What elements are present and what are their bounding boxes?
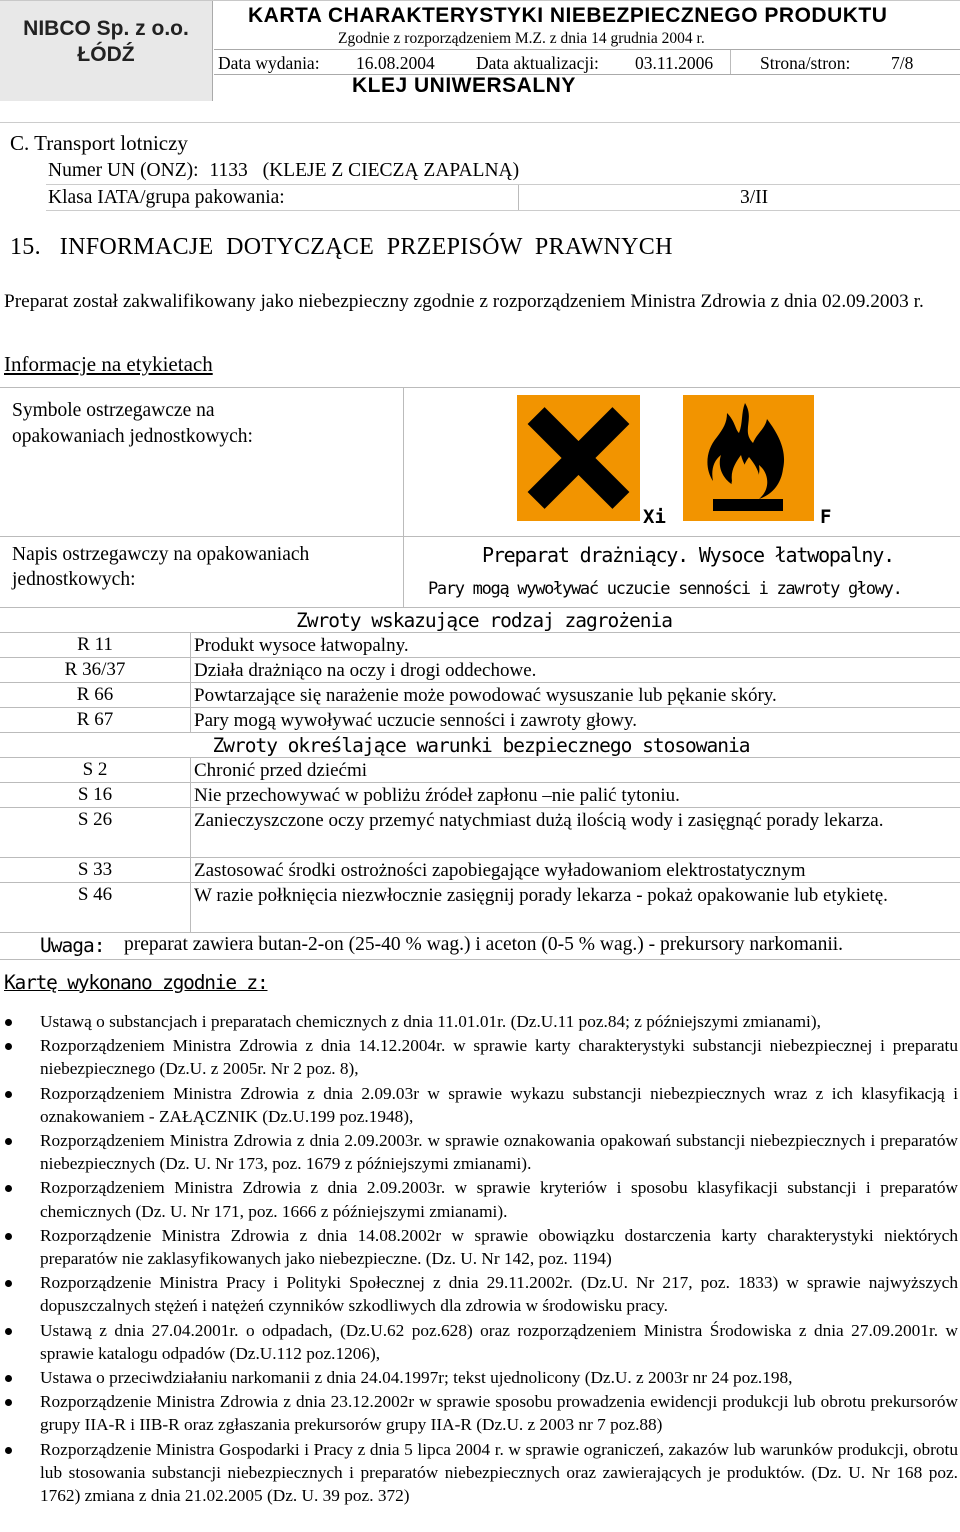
legal-basis-text: Ustawą z dnia 27.04.2001r. o odpadach, (Dz.U.62 poz.628) oraz rozporządzeniem Ministra Środowiska z dnia 27.09.2001r. w sprawie katalogu odpadów (Dz.U.112 poz.1206), xyxy=(40,1320,958,1363)
r-phrase-code: R 66 xyxy=(76,684,114,705)
legal-basis-item xyxy=(0,1366,960,1389)
bullet-icon xyxy=(5,1185,12,1192)
s-phrase-row xyxy=(0,782,960,808)
r-phrase-row xyxy=(0,682,960,708)
legal-basis-item xyxy=(0,1010,960,1033)
document-header xyxy=(0,0,960,101)
f-symbol-label: F xyxy=(820,506,832,528)
un-number-row xyxy=(48,160,519,182)
un-value: 1133 xyxy=(209,160,248,181)
un-label: Numer UN (ONZ): xyxy=(48,160,199,181)
s-phrase-text: Zanieczyszczone oczy przemyć natychmiast dużą ilością wody i zasięgnąć porady lekarza. xyxy=(194,810,884,831)
r-heading-row xyxy=(0,607,960,633)
bullet-icon xyxy=(5,1091,12,1098)
page-label: Strona/stron: xyxy=(760,53,851,73)
product-name: KLEJ UNIWERSALNY xyxy=(352,74,576,97)
legal-basis-text: Rozporządzenie Ministra Zdrowia z dnia 23.12.2002r w sprawie sposobu prowadzenia ewidencji produkcji lub obrotu prekursorów grupy IIA-R i IIB-R oraz zgłaszania prekursorów grupy IIA-R (Dz.U. z 2003 nr 7 poz.88) xyxy=(40,1392,958,1435)
page-number: 7/8 xyxy=(891,53,914,73)
s-phrase-text: W razie połknięcia niezwłocznie zasięgnij porady lekarza - pokaż opakowanie lub etykietę. xyxy=(194,885,888,906)
r-phrase-code: R 36/37 xyxy=(64,659,126,680)
legal-basis-item xyxy=(0,1176,960,1222)
warning-box xyxy=(0,535,960,607)
warning-label: Napis ostrzegawczy na opakowaniach jednostkowych: xyxy=(12,544,310,590)
symbols-box xyxy=(0,387,960,537)
s-phrase-code: S 33 xyxy=(77,859,113,880)
labels-heading: Informacje na etykietach xyxy=(4,352,213,376)
s-heading: Zwroty określające warunki bezpiecznego stosowania xyxy=(212,734,750,757)
legal-basis-item xyxy=(0,1082,960,1128)
legal-basis-item xyxy=(0,1034,960,1080)
note-row xyxy=(0,932,960,960)
r-phrase-text: Produkt wysoce łatwopalny. xyxy=(194,635,409,656)
r-phrase-row xyxy=(0,657,960,683)
legal-basis-list xyxy=(0,1010,960,1508)
document-title: KARTA CHARAKTERYSTYKI NIEBEZPIECZNEGO PRODUKTU xyxy=(248,4,888,27)
company-box xyxy=(0,1,213,101)
legal-basis-item xyxy=(0,1438,960,1508)
bullet-icon xyxy=(5,1375,12,1382)
bullet-icon xyxy=(5,1447,12,1454)
s-heading-row xyxy=(0,732,960,758)
s-phrase-code: S 26 xyxy=(77,809,113,830)
legal-basis-text: Rozporządzenie Ministra Gospodarki i Pracy z dnia 5 lipca 2004 r. w sprawie ograniczeń, zakazów lub warunków produkcji, obrotu lub stosowania substancji niebezpiecznych i preparatów niebezpiecznych oraz zawierających je produktów. (Dz. U. Nr 168 poz. 1762) zmiana z dnia 21.02.2005 (Dz. U. 39 poz. 372) xyxy=(40,1439,958,1506)
bullet-icon xyxy=(5,1138,12,1145)
r-phrase-code: R 67 xyxy=(76,709,114,730)
r-phrase-code: R 11 xyxy=(77,634,113,655)
warning-line-1: Preparat drażniący. Wysoce łatwopalny. xyxy=(482,543,894,567)
note-text: preparat zawiera butan-2-on (25-40 % wag.) i aceton (0-5 % wag.) - prekursory narkomanii. xyxy=(124,934,844,955)
r-phrase-text: Pary mogą wywoływać uczucie senności i zawroty głowy. xyxy=(194,710,638,731)
company-name: NIBCO Sp. z o.o. xyxy=(23,17,189,40)
un-name: (KLEJE Z CIECZĄ ZAPALNĄ) xyxy=(262,160,520,181)
bullet-icon xyxy=(5,1233,12,1240)
s-phrase-row xyxy=(0,757,960,783)
legal-basis-item xyxy=(0,1319,960,1365)
r-phrase-text: Działa drażniąco na oczy i drogi oddechowe. xyxy=(194,660,537,681)
iata-class-row xyxy=(46,184,960,211)
basis-heading: Kartę wykonano zgodnie z: xyxy=(4,971,268,994)
legal-basis-text: Ustawą o substancjach i preparatach chemicznych z dnia 11.01.01r. (Dz.U.11 poz.84; z późniejszymi zmianami), xyxy=(40,1012,821,1031)
legal-basis-text: Rozporządzeniem Ministra Zdrowia z dnia 14.12.2004r. w sprawie karty charakterystyki substancji niebezpiecznej i preparatu niebezpiecznego (Dz.U. z 2005r. Nr 2 poz. 8), xyxy=(40,1036,958,1079)
legal-basis-item xyxy=(0,1129,960,1175)
section-15-title: 15. INFORMACJE DOTYCZĄCE PRZEPISÓW PRAWNYCH xyxy=(10,234,673,260)
bullet-icon xyxy=(5,1399,12,1406)
s-phrase-row xyxy=(0,882,960,933)
r-phrase-text: Powtarzające się narażenie może powodować wysuszanie lub pękanie skóry. xyxy=(194,685,777,706)
bullet-icon xyxy=(5,1328,12,1335)
note-label: Uwaga: xyxy=(40,934,105,957)
section-15-intro: Preparat został zakwalifikowany jako niebezpieczny zgodnie z rozporządzeniem Ministra Zdrowia z dnia 02.09.2003 r. xyxy=(4,291,924,312)
bullet-icon xyxy=(5,1043,12,1050)
section-c-title: C. Transport lotniczy xyxy=(10,131,188,155)
s-phrase-text: Zastosować środki ostrożności zapobiegające wyładowaniom elektrostatycznym xyxy=(194,860,806,881)
r-heading: Zwroty wskazujące rodzaj zagrożenia xyxy=(296,609,672,632)
legal-basis-text: Rozporządzenie Ministra Zdrowia z dnia 14.08.2002r w sprawie obowiązku dostarczenia karty charakterystyki niektórych preparatów nie zaklasyfikowanych jako niebezpieczne. (Dz. U. Nr 142, poz. 1194) xyxy=(40,1225,958,1269)
s-phrase-text: Chronić przed dziećmi xyxy=(194,760,368,781)
legal-basis-text: Ustawa o przeciwdziałaniu narkomanii z dnia 24.04.1997r; tekst ujednolicony (Dz.U. z 2003r nr 24 poz.198, xyxy=(40,1368,793,1388)
s-phrase-code: S 46 xyxy=(77,884,113,905)
update-date: 03.11.2006 xyxy=(635,53,714,73)
symbols-label: Symbole ostrzegawcze na opakowaniach jednostkowych: xyxy=(12,400,253,447)
r-phrase-row xyxy=(0,632,960,658)
s-phrase-code: S 16 xyxy=(77,784,113,805)
legal-basis-text: Rozporządzeniem Ministra Zdrowia z dnia 2.09.03r w sprawie wykazu substancji niebezpiecznych wraz z ich klasyfikacją i oznakowaniem - ZAŁĄCZNIK (Dz.U.199 poz.1948), xyxy=(40,1083,958,1126)
s-phrase-text: Nie przechowywać w pobliżu źródeł zapłonu –nie palić tytoniu. xyxy=(194,785,680,806)
legal-basis-item xyxy=(0,1224,960,1270)
iata-class-label: Klasa IATA/grupa pakowania: xyxy=(48,187,285,208)
issue-label: Data wydania: xyxy=(218,53,320,73)
s-phrase-row xyxy=(0,807,960,858)
warning-line-2: Pary mogą wywoływać uczucie senności i zawroty głowy. xyxy=(428,579,902,599)
xi-hazard-icon xyxy=(517,395,640,521)
dates-row xyxy=(214,49,960,75)
s-phrase-row xyxy=(0,857,960,883)
bullet-icon xyxy=(5,1280,12,1287)
legal-basis-text: Rozporządzenie Ministra Pracy i Polityki Społecznej z dnia 29.11.2002r. (Dz.U. Nr 217, poz. 1833) w sprawie najwyższych dopuszczalnych stężeń i natężeń czynników szkodliwych dla zdrowia w środowisku pracy. xyxy=(40,1273,958,1316)
legal-basis-text: Rozporządzeniem Ministra Zdrowia z dnia 2.09.2003r. w sprawie kryteriów i sposobu klasyfikacji substancji i preparatów chemicznych (Dz. U. Nr 171, poz. 1666 z późniejszymi zmianami). xyxy=(40,1178,958,1221)
iata-class-value: 3/II xyxy=(740,187,769,208)
xi-symbol-label: Xi xyxy=(643,506,666,528)
update-label: Data aktualizacji: xyxy=(476,53,599,73)
legal-basis-item xyxy=(0,1390,960,1436)
flame-hazard-icon xyxy=(683,395,814,521)
company-city: ŁÓDŹ xyxy=(77,43,135,66)
s-phrase-code: S 2 xyxy=(82,759,108,780)
bullet-icon xyxy=(5,1019,12,1026)
document-subtitle: Zgodnie z rozporządzeniem M.Z. z dnia 14 grudnia 2004 r. xyxy=(338,30,705,47)
legal-basis-item xyxy=(0,1271,960,1317)
r-phrase-row xyxy=(0,707,960,733)
issue-date: 16.08.2004 xyxy=(356,53,435,73)
legal-basis-text: Rozporządzeniem Ministra Zdrowia z dnia 2.09.2003r. w sprawie oznakowania opakowań substancji niebezpiecznych i preparatów niebezpiecznych (Dz. U. Nr 173, poz. 1679 z późniejszymi zmianami). xyxy=(40,1131,958,1174)
